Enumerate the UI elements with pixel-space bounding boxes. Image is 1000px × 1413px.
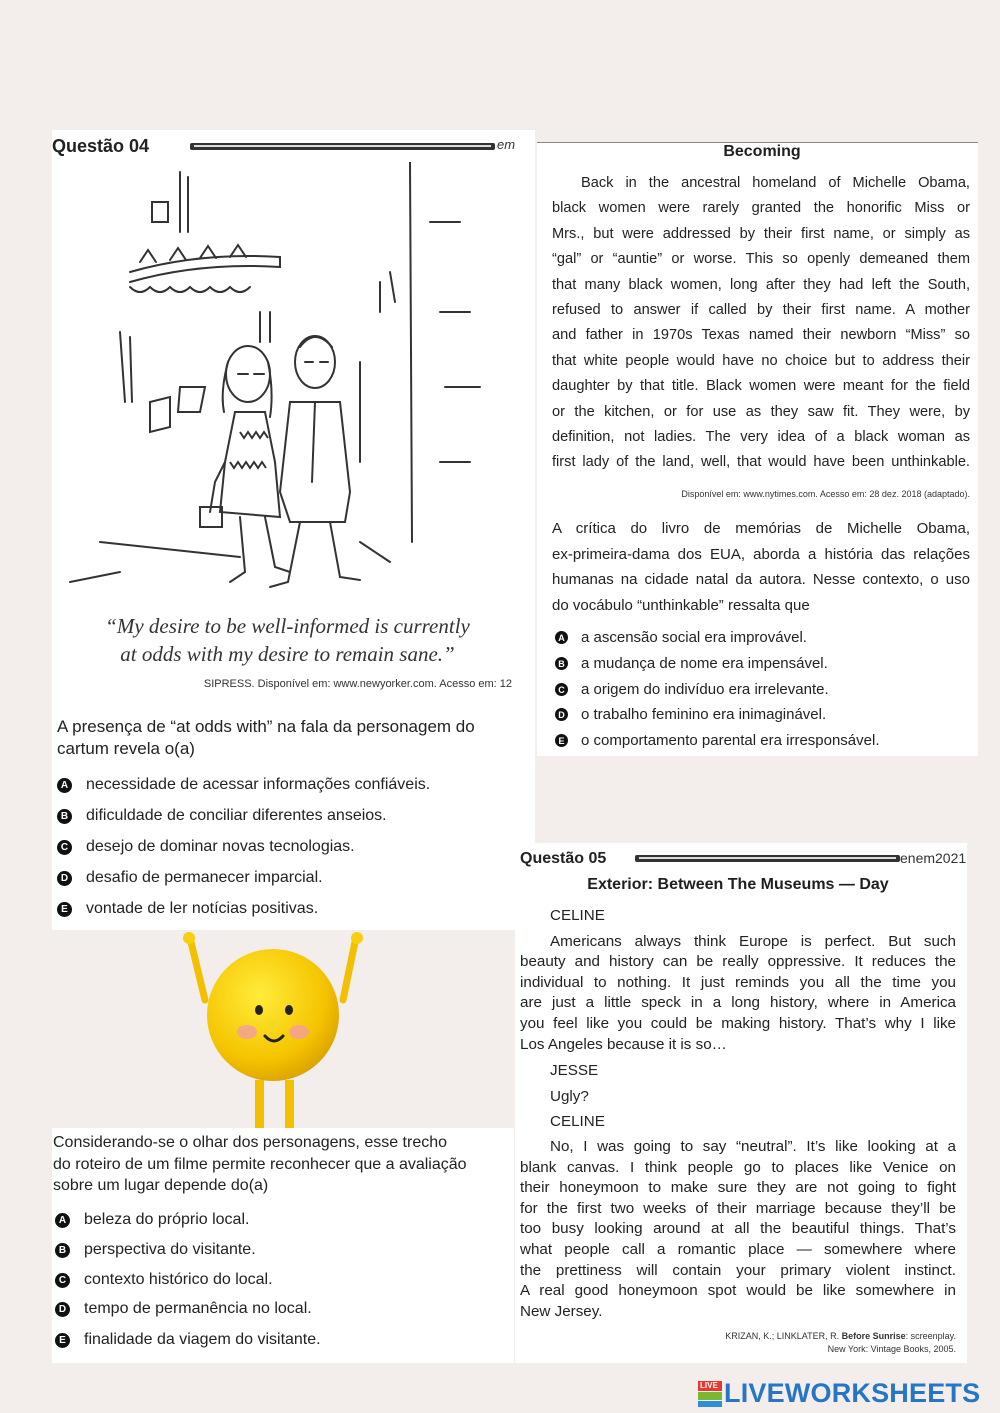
- option-text: o trabalho feminino era inimaginável.: [581, 706, 827, 723]
- becoming-option-c[interactable]: [555, 681, 829, 698]
- option-text: a mudança de nome era impensável.: [581, 655, 828, 672]
- option-letter: D: [55, 1302, 70, 1317]
- dialogue-line: their honeymoon to make sure they are not going to fight: [520, 1179, 956, 1197]
- logo-brand: LIVEWORKSHEETS: [724, 1378, 981, 1408]
- cartoon-caption: [60, 612, 515, 668]
- text-line: that many black women, long after they had left the South,: [552, 276, 970, 293]
- dialogue-line: blank canvas. I think people go to places like Venice on: [520, 1158, 956, 1176]
- option-letter: B: [55, 1243, 70, 1258]
- dialogue-line: for the first two weeks of their marriage because they’ll be: [520, 1199, 956, 1217]
- option-text: vontade de ler notícias positivas.: [86, 900, 319, 917]
- q5-option-a[interactable]: [55, 1211, 249, 1229]
- dialogue-line: Los Angeles because it is so…: [520, 1035, 727, 1053]
- text-line: black women were rarely granted the honorific Miss or: [552, 200, 970, 217]
- dialogue-line: A real good honeymoon spot would be like somewhere in: [520, 1282, 956, 1300]
- option-text: desafio de permanecer imparcial.: [86, 869, 323, 886]
- option-letter: C: [57, 840, 72, 855]
- option-text: perspectiva do visitante.: [84, 1241, 256, 1258]
- text-line: definition, not ladies. The very idea of a black woman as: [552, 429, 970, 446]
- option-text: finalidade da viagem do visitante.: [84, 1331, 321, 1348]
- becoming-option-a[interactable]: [555, 629, 807, 646]
- option-letter: D: [555, 708, 568, 721]
- option-letter: C: [55, 1273, 70, 1288]
- option-letter: E: [555, 734, 568, 747]
- source-line-2: New York: Vintage Books, 2005.: [827, 1344, 956, 1354]
- q4-option-e[interactable]: [57, 900, 318, 918]
- text-line: or the kitchen, or for use as they saw fit. They were, by: [552, 403, 970, 420]
- dialogue-line: you feel like you could be making history. That’s why I like: [520, 1014, 956, 1032]
- option-text: desejo de dominar novas tecnologias.: [86, 838, 355, 855]
- question-line: A presença de “at odds with” na fala da personagem do: [57, 717, 475, 736]
- dialogue-line: Ugly?: [550, 1087, 589, 1105]
- dialogue-line: New Jersey.: [520, 1302, 603, 1320]
- emoji-character: [175, 930, 375, 1130]
- becoming-option-e[interactable]: [555, 732, 880, 749]
- option-letter: D: [57, 871, 72, 886]
- option-text: beleza do próprio local.: [84, 1211, 250, 1228]
- screenplay: [520, 906, 956, 1322]
- question-05-text: [53, 1132, 508, 1197]
- cartoon-source: SIPRESS. Disponível em: www.newyorker.com. Acesso em: 12: [203, 678, 512, 690]
- question-04-rule: [190, 143, 495, 150]
- question-line: humanas na cidade natal da autora. Nesse contexto, o uso: [552, 571, 970, 588]
- screenplay-source: [520, 1330, 956, 1356]
- option-letter: A: [55, 1213, 70, 1228]
- becoming-option-b[interactable]: [555, 655, 828, 672]
- becoming-option-d[interactable]: [555, 706, 826, 723]
- question-line: A crítica do livro de memórias de Michelle Obama,: [552, 520, 970, 537]
- source-authors: KRIZAN, K.; LINKLATER, R.: [725, 1331, 842, 1341]
- text-line: refused to answer if called by their first name. A mother: [552, 302, 970, 319]
- question-line: sobre um lugar depende do(a): [53, 1177, 269, 1194]
- dialogue-line: Americans always think Europe is perfect. But such: [550, 932, 956, 950]
- character-name: JESSE: [550, 1062, 599, 1080]
- question-04-title: Questão 04: [52, 136, 150, 156]
- option-text: tempo de permanência no local.: [84, 1300, 312, 1317]
- q4-option-b[interactable]: [57, 807, 387, 825]
- source-suffix: : screenplay.: [905, 1331, 956, 1341]
- dialogue-line: what people call a romantic place — somewhere where: [520, 1240, 956, 1258]
- source-line-1: [520, 1330, 956, 1343]
- question-05-rule: [635, 855, 900, 862]
- text-line: first lady of the land, well, that would have been unthinkable.: [552, 454, 970, 471]
- text-line: and father in 1970s Texas named their newborn “Miss” so: [552, 327, 970, 344]
- enem-mark: em: [497, 137, 516, 152]
- text-line: Back in the ancestral homeland of Michelle Obama,: [581, 175, 970, 191]
- option-text: a origem do indivíduo era irrelevante.: [581, 681, 829, 698]
- becoming-text: [552, 171, 970, 476]
- option-letter: A: [555, 631, 568, 644]
- scene-title: Exterior: Between The Museums — Day: [587, 876, 889, 893]
- dialogue-line: beauty and history can be really oppressive. It reduces the: [520, 953, 956, 971]
- option-text: necessidade de acessar informações confiáveis.: [86, 776, 431, 793]
- option-letter: E: [55, 1333, 70, 1348]
- logo-mark-text: LIVE: [698, 1381, 722, 1391]
- option-letter: B: [57, 809, 72, 824]
- question-line: Considerando-se o olhar dos personagens, esse trecho: [53, 1134, 448, 1151]
- option-text: a ascensão social era improvável.: [581, 629, 807, 646]
- question-line: do roteiro de um filme permite reconhecer que a avaliação: [53, 1155, 467, 1173]
- logo-mark: [698, 1381, 722, 1407]
- question-05-title: Questão 05: [520, 850, 607, 867]
- dialogue-line: the prettiness will contain your primary violent instinct.: [520, 1261, 956, 1279]
- q4-option-a[interactable]: [57, 776, 430, 794]
- option-letter: E: [57, 902, 72, 917]
- source-title: Before Sunrise: [841, 1331, 906, 1341]
- q5-option-d[interactable]: [55, 1300, 312, 1318]
- option-letter: C: [555, 683, 568, 696]
- text-line: Mrs., but were addressed by their first name, or simply as: [552, 225, 970, 242]
- cartoon-illustration: [60, 162, 515, 602]
- text-line: daughter by that title. Black women were meant for the field: [552, 378, 970, 395]
- question-line: ex-primeira-dama dos EUA, aborda a história das relações: [552, 545, 970, 563]
- character-name: CELINE: [550, 1113, 605, 1131]
- caption-line: “My desire to be well-informed is currently: [105, 614, 470, 638]
- option-letter: A: [57, 778, 72, 793]
- character-name: CELINE: [550, 907, 605, 924]
- q4-option-c[interactable]: [57, 838, 355, 856]
- becoming-title: Becoming: [723, 143, 801, 160]
- becoming-question: [552, 516, 970, 618]
- dialogue-line: are just a little speck in a long history, where in America: [520, 994, 956, 1012]
- option-text: contexto histórico do local.: [84, 1271, 273, 1288]
- text-line: “gal” or “auntie” or worse. This so openly demeaned them: [552, 251, 970, 268]
- dialogue-line: too busy looking around at all the beautiful things. That’s: [520, 1220, 956, 1238]
- option-text: o comportamento parental era irresponsável.: [581, 732, 880, 749]
- q4-option-d[interactable]: [57, 869, 323, 887]
- becoming-source: Disponível em: www.nytimes.com. Acesso em: 28 dez. 2018 (adaptado).: [681, 489, 970, 499]
- q5-option-e[interactable]: [55, 1331, 321, 1349]
- liveworksheets-logo[interactable]: [698, 1378, 980, 1409]
- question-line: cartum revela o(a): [57, 739, 195, 758]
- dialogue-line: No, I was going to say “neutral”. It’s like looking at a: [550, 1137, 956, 1155]
- caption-line: at odds with my desire to remain sane.”: [120, 642, 455, 666]
- q5-option-c[interactable]: [55, 1271, 273, 1289]
- question-04-text: [57, 716, 527, 760]
- q5-option-b[interactable]: [55, 1241, 256, 1259]
- enem-2021-mark: enem2021: [900, 850, 967, 866]
- text-line: that white people would have no choice but to address their: [552, 352, 970, 369]
- question-line: do vocábulo “unthinkable” ressalta que: [552, 596, 810, 614]
- option-text: dificuldade de conciliar diferentes anseios.: [86, 807, 387, 824]
- option-letter: B: [555, 657, 568, 670]
- dialogue-line: individual to nothing. It just reminds you all the time you: [520, 973, 956, 991]
